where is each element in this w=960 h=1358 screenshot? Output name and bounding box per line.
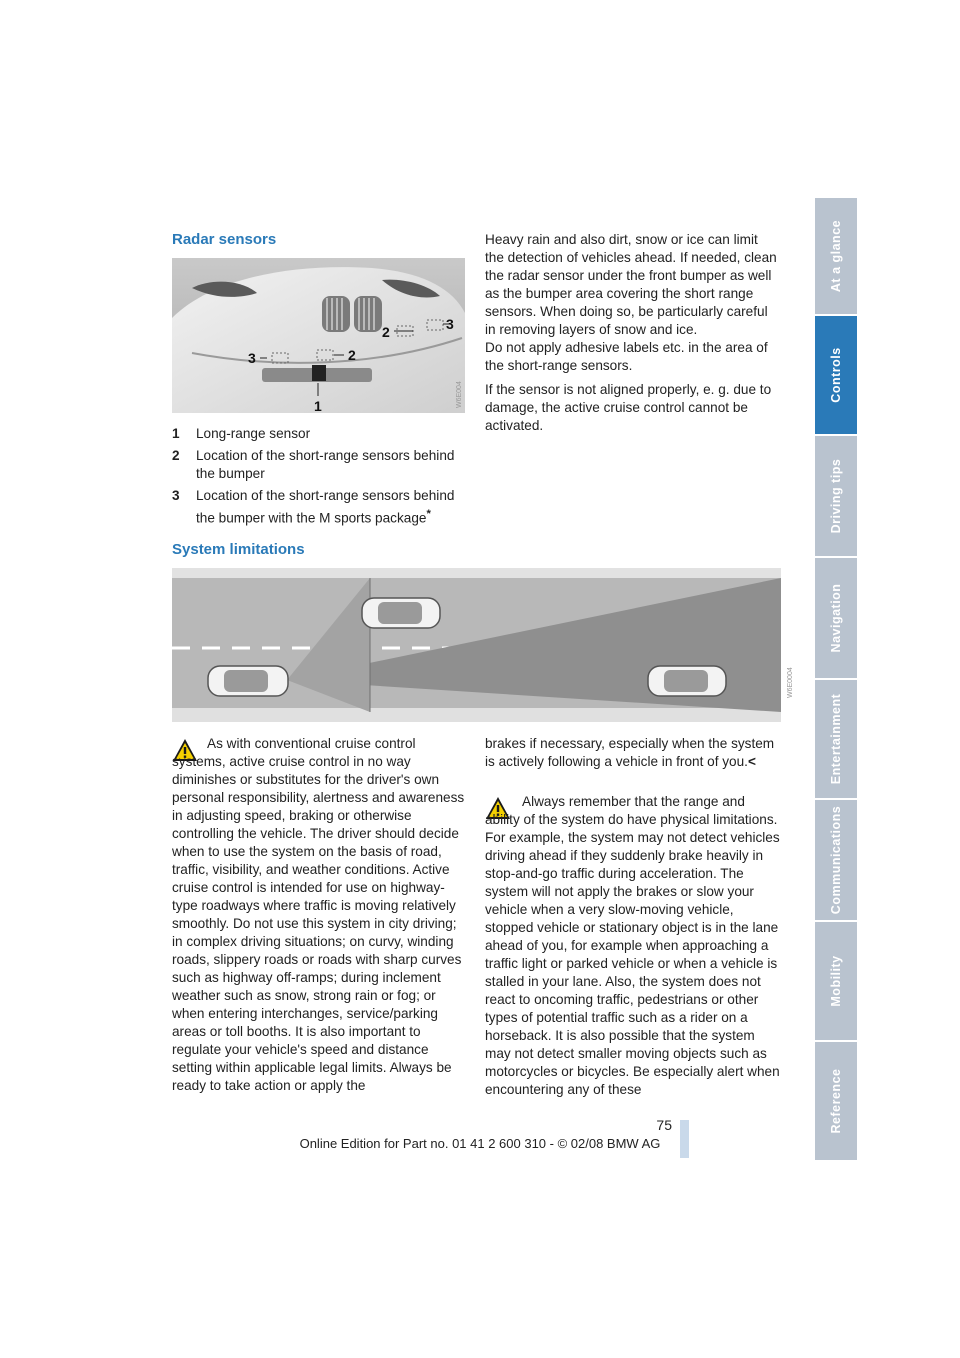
section-heading-radar-sensors: Radar sensors (172, 231, 277, 248)
paragraph: If the sensor is not aligned properly, e. g. due to damage, the active cruise control cannot be activated. (485, 382, 772, 433)
tab-label: Controls (829, 347, 843, 403)
vehicle-ahead-lane-icon (362, 598, 440, 628)
tab-at-a-glance[interactable] (815, 198, 857, 316)
legend-number: 1 (172, 426, 180, 441)
figure-label-2a: 2 (348, 347, 356, 363)
optional-equipment-mark: * (426, 508, 431, 520)
system-limitations-figure (172, 568, 794, 722)
own-vehicle-icon (208, 666, 288, 696)
tab-label: At a glance (829, 219, 843, 293)
legend-text: Long-range sensor (196, 426, 311, 441)
tab-label: Driving tips (829, 458, 843, 534)
tab-label: Entertainment (829, 693, 843, 785)
page-number: 75 (656, 1117, 672, 1133)
car-front-illustration (172, 258, 465, 413)
tab-entertainment[interactable] (815, 680, 857, 800)
warning-2-body: Always remember that the range and ability of the system do have physical limitations. For example, the system may not detect vehicles driving ahead if they suddenly brake heavily in stop-and-go traffic during acceleration. The system will not apply the brakes or slow your vehicle when a very slow-moving vehicle, stopped vehicle or stationary object is in the lane ahead of you, for example when approaching a traffic light or parked vehicle or when a vehicle is stalled in your lane. Also, the system does not react to oncoming traffic, pedestrians or other types of potential traffic such as a rider on a horseback. It is also possible that the system may not detect smaller moving objects such as motorcycles or bicycles. Be especially alert when encountering any of these (485, 794, 780, 1097)
warning-2-text (485, 793, 780, 1099)
legend-item-3 (172, 487, 468, 526)
tab-label: Communications (829, 805, 843, 915)
paragraph: Do not apply adhesive labels etc. in the area of the short-range sensors. (485, 340, 768, 373)
figure-label-1: 1 (314, 398, 322, 414)
legend-number: 3 (172, 488, 180, 503)
legend-text (196, 487, 468, 528)
figure-label-2b: 2 (382, 324, 390, 340)
legend-item-2 (172, 447, 468, 483)
end-mark: < (747, 754, 756, 769)
road-radar-illustration (172, 568, 794, 722)
tab-label: Reference (829, 1068, 843, 1134)
vehicle-ahead-icon (648, 666, 726, 696)
figure-code: W6E004 (456, 381, 463, 408)
warning-text-left (172, 735, 467, 1095)
footer-text: Online Edition for Part no. 01 41 2 600 310 - © 02/08 BMW AG (299, 1136, 661, 1151)
figure-code: W6E0004 (787, 667, 794, 698)
tab-communications[interactable] (815, 800, 857, 922)
tab-controls[interactable] (815, 316, 857, 436)
warning-text-right (485, 735, 780, 771)
warning-1-continuation: brakes if necessary, especially when the system is actively following a vehicle in front of you. (485, 736, 775, 769)
tab-navigation[interactable] (815, 558, 857, 680)
radar-right-column (485, 231, 780, 441)
legend-text: Location of the short-range sensors behind the bumper (196, 448, 455, 481)
figure-label-3b: 3 (248, 350, 256, 366)
warning-1-body: As with conventional cruise control systems, active cruise control in no way diminishes or substitutes for the driver's own personal responsibility, alertness and awareness in adjusting speed, braking or otherwise controlling the vehicle. The driver should decide when to use the system on the basis of road, traffic, visibility, and weather conditions. Active cruise control is intended for use on highway-type roadways where traffic is moving relatively smoothly. Do not use this system in city driving; in complex driving situations; on curvy, winding roads, slippery roads or roads with sharp curves such as highway off-ramps; during inclement weather such as snow, strong rain or fog; or when entering interchanges, service/parking areas or toll booths. It is also important to regulate your vehicle's speed and distance setting within applicable legal limits. Always be ready to take action or apply the (172, 736, 465, 1093)
chapter-sidebar (815, 198, 857, 1160)
legend-text-body: Location of the short-range sensors behind the bumper with the M sports package (196, 488, 455, 526)
paragraph: Heavy rain and also dirt, snow or ice can limit the detection of vehicles ahead. If needed, clean the radar sensor under the front bumper as well as the bumper area covering the short range sensors. When doing so, be particularly careful in removing layers of snow and ice. (485, 232, 777, 337)
tab-driving-tips[interactable] (815, 436, 857, 558)
tab-label: Navigation (829, 583, 843, 653)
legend-number: 2 (172, 448, 180, 463)
figure-label-3a: 3 (446, 316, 454, 332)
tab-mobility[interactable] (815, 922, 857, 1042)
legend-item-1 (172, 425, 468, 443)
section-heading-system-limitations: System limitations (172, 541, 305, 558)
tab-label: Mobility (829, 955, 843, 1007)
radar-sensor-figure (172, 258, 465, 413)
